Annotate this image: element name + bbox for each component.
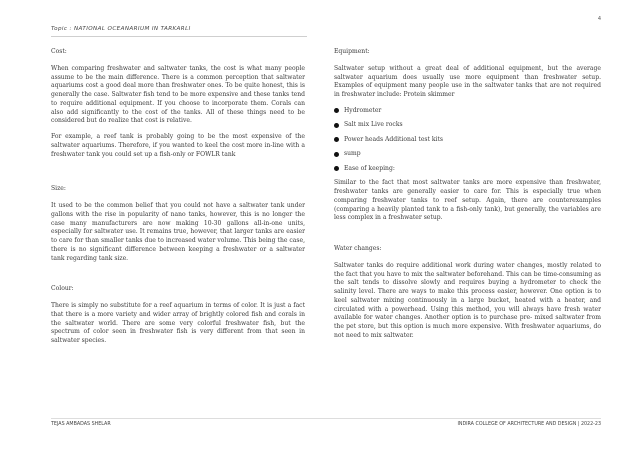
- colour-heading: Colour:: [51, 285, 74, 293]
- ease-of-keeping-paragraph: Similar to the fact that most saltwater tanks are more expensive than freshwater, freshwater tanks are generally easier to care for. This is especially true when comparing freshwater tanks to reef setup. Again, there are counterexamples (comparing a heavily planted tank to a fish-only tank), but generally, the variables are less complex in a freshwater setup.: [334, 179, 601, 222]
- cost-paragraph-1: When comparing freshwater and saltwater tanks, the cost is what many people assume to be the main difference. There is a common perception that saltwater aquariums cost a good deal more than freshwater ones. To be quite honest, this is generally the case. Saltwater fish tend to be more expensive and these tanks tend to require additional equipment. If you choose to incorporate them. Corals can also add significantly to the cost of the tanks. All of these things need to be considered but do realize that cost is relative.: [51, 64, 305, 125]
- right-column: [334, 48, 601, 341]
- colour-paragraph: There is simply no substitute for a reef aquarium in terms of color. It is just a fact that there is a more variety and wider array of brightly colored fish and corals in the saltwater world. There are some very colorful freshwater fish, but the spectrum of color seen in freshwater fish is very different from that seen in saltwater species.: [51, 302, 305, 344]
- list-item: Hydrometer: [334, 107, 601, 122]
- footer-author: TEJAS AMBADAS SHELAR: [51, 422, 111, 427]
- list-item: Ease of keeping:: [334, 165, 601, 180]
- equipment-list: [334, 107, 601, 180]
- list-item: Power heads Additional test kits: [334, 136, 601, 151]
- list-item: sump: [334, 150, 601, 165]
- size-heading: Size:: [51, 185, 66, 193]
- water-changes-heading: Water changes:: [334, 245, 382, 252]
- size-paragraph: It used to be the common belief that you could not have a saltwater tank under gallons with the rise in popularity of nano tanks, however, this is no longer the case many manufacturers are now making 10-30 gallons all-in-one units, especially for saltwater use. It remains true, however, that larger tanks are easier to care for than smaller tanks due to increased water volume. This being the case, there is no significant difference between keeping a freshwater or a saltwater tank regarding tank size.: [51, 202, 305, 262]
- equipment-heading: Equipment:: [334, 48, 370, 55]
- footer-divider: [51, 418, 601, 419]
- topic-header: Topic : NATIONAL OCEANARIUM IN TARKARLI: [51, 26, 191, 32]
- page-number: 4: [597, 16, 601, 22]
- cost-heading: Cost:: [51, 48, 67, 55]
- cost-paragraph-2: For example, a reef tank is probably going to be the most expensive of the saltwater aquariums. Therefore, if you wanted to keel the cost more in-line with a freshwater tank you could set up a fish-only or FOWLR tank: [51, 133, 305, 158]
- header-divider: [51, 36, 307, 37]
- left-column: [51, 48, 305, 346]
- water-changes-paragraph: Saltwater tanks do require additional work during water changes, mostly related to the fact that you have to mix the saltwater beforehand. This can be time-consuming as the salt tends to dissolve slowly and requires buying a hydrometer to check the salinity level. There are ways to make this process easier, however. One option is to keel saltwater mixing continuously in a large bucket, heated with a heater, and circulated with a powerhead. Using this method, you will always have fresh water available for water changes. Another option is to purchase pre- mixed saltwater from the pet store, but this option is much more expensive. With freshwater aquariums, do not need to mix saltwater.: [334, 261, 601, 339]
- footer-institution: INDIRA COLLEGE OF ARCHITECTURE AND DESIGN | 2022-23: [457, 422, 601, 427]
- list-item: Salt mix Live rocks: [334, 121, 601, 136]
- equipment-intro: Saltwater setup without a great deal of additional equipment, but the average saltwater aquarium does usually use more equipment than freshwater setup. Examples of equipment many people use in the saltwater tanks that are not required in freshwater include: Protein skimmer: [334, 64, 601, 98]
